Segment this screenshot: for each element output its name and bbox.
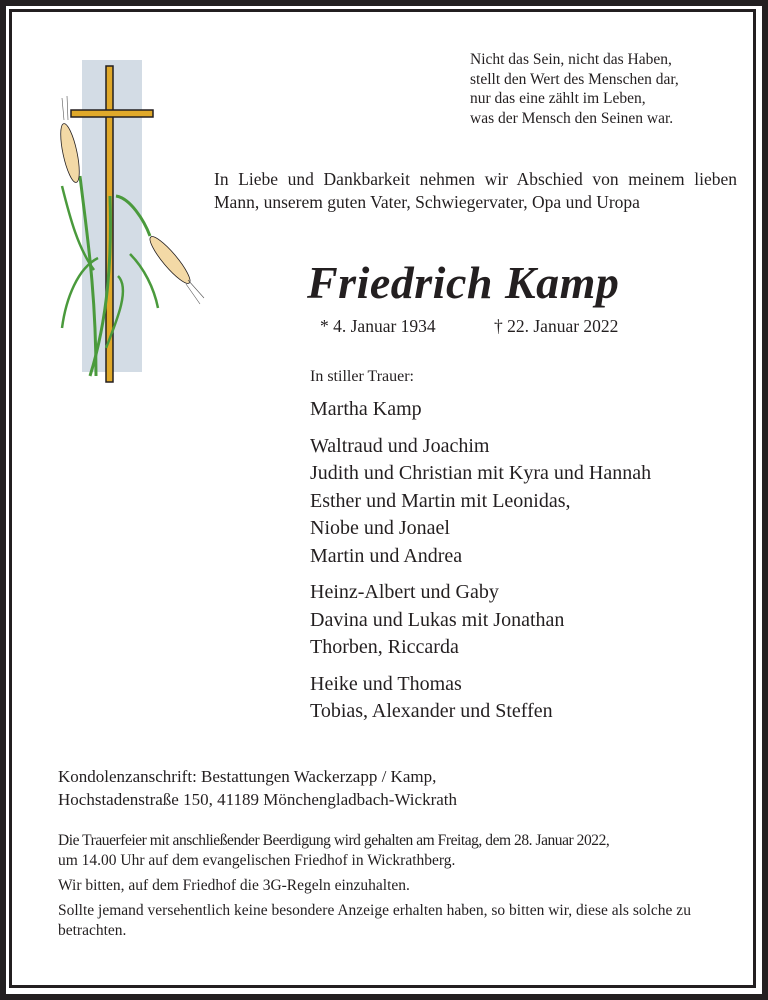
funeral-details: Die Trauerfeier mit anschließender Beerdigung wird gehalten am Freitag, dem 28. Januar 2022, (58, 832, 610, 849)
mourner-line: Martha Kamp (310, 398, 422, 420)
mourner-line: Esther und Martin mit Leonidas, (310, 489, 571, 512)
mourner-line: Judith und Christian mit Kyra und Hannah (310, 462, 652, 484)
mourner-line: Heike und Thomas (310, 672, 462, 695)
mourner-line: Waltraud und Joachim (310, 434, 490, 457)
motto-line: Nicht das Sein, nicht das Haben, (470, 51, 672, 68)
motto-line: was der Mensch den Seinen war. (470, 109, 674, 127)
mourner-group (310, 579, 651, 662)
motto-line: nur das eine zählt im Leben, (470, 90, 646, 107)
address-line: Kondolenzanschrift: Bestattungen Wackerzapp / Kamp, (58, 767, 437, 786)
mourner-group (310, 433, 651, 571)
death-date: † 22. Januar 2022 (494, 316, 619, 336)
mourner-line: Davina und Lukas mit Jonathan (310, 608, 565, 631)
birth-date: * 4. Januar 1934 (320, 316, 436, 336)
motto-poem (470, 50, 679, 128)
funeral-info (58, 831, 718, 946)
mourner-line: Thorben, Riccarda (310, 636, 459, 658)
funeral-details-cont: um 14.00 Uhr auf dem evangelischen Friedhof in Wickrathberg. (58, 852, 456, 869)
mourner-group (310, 396, 651, 424)
cross-and-wheat-icon (58, 58, 208, 388)
mourners-list (310, 396, 651, 735)
address-line: Hochstadenstraße 150, 41189 Mönchengladbach-Wickrath (58, 789, 458, 809)
mourners-label: In stiller Trauer: (310, 368, 414, 385)
covid-rules-note: Wir bitten, auf dem Friedhof die 3G-Regeln einzuhalten. (58, 877, 410, 894)
condolence-address (58, 766, 457, 811)
mourner-line: Martin und Andrea (310, 544, 463, 567)
mourner-line: Heinz-Albert und Gaby (310, 581, 499, 603)
mourner-line: Niobe und Jonael (310, 517, 450, 539)
motto-line: stellt den Wert des Menschen dar, (470, 70, 679, 88)
mourner-line: Tobias, Alexander und Steffen (310, 700, 553, 722)
intro-text: In Liebe und Dankbarkeit nehmen wir Abschied von meinem lieben Mann, unserem guten Vater, Schwiegervater, Opa und Uropa (214, 169, 737, 212)
notice-text: Sollte jemand versehentlich keine besondere Anzeige erhalten haben, so bitten wir, diese als solche zu betrachten. (58, 902, 691, 939)
deceased-name: Friedrich Kamp (307, 257, 620, 308)
mourner-group (310, 671, 651, 726)
